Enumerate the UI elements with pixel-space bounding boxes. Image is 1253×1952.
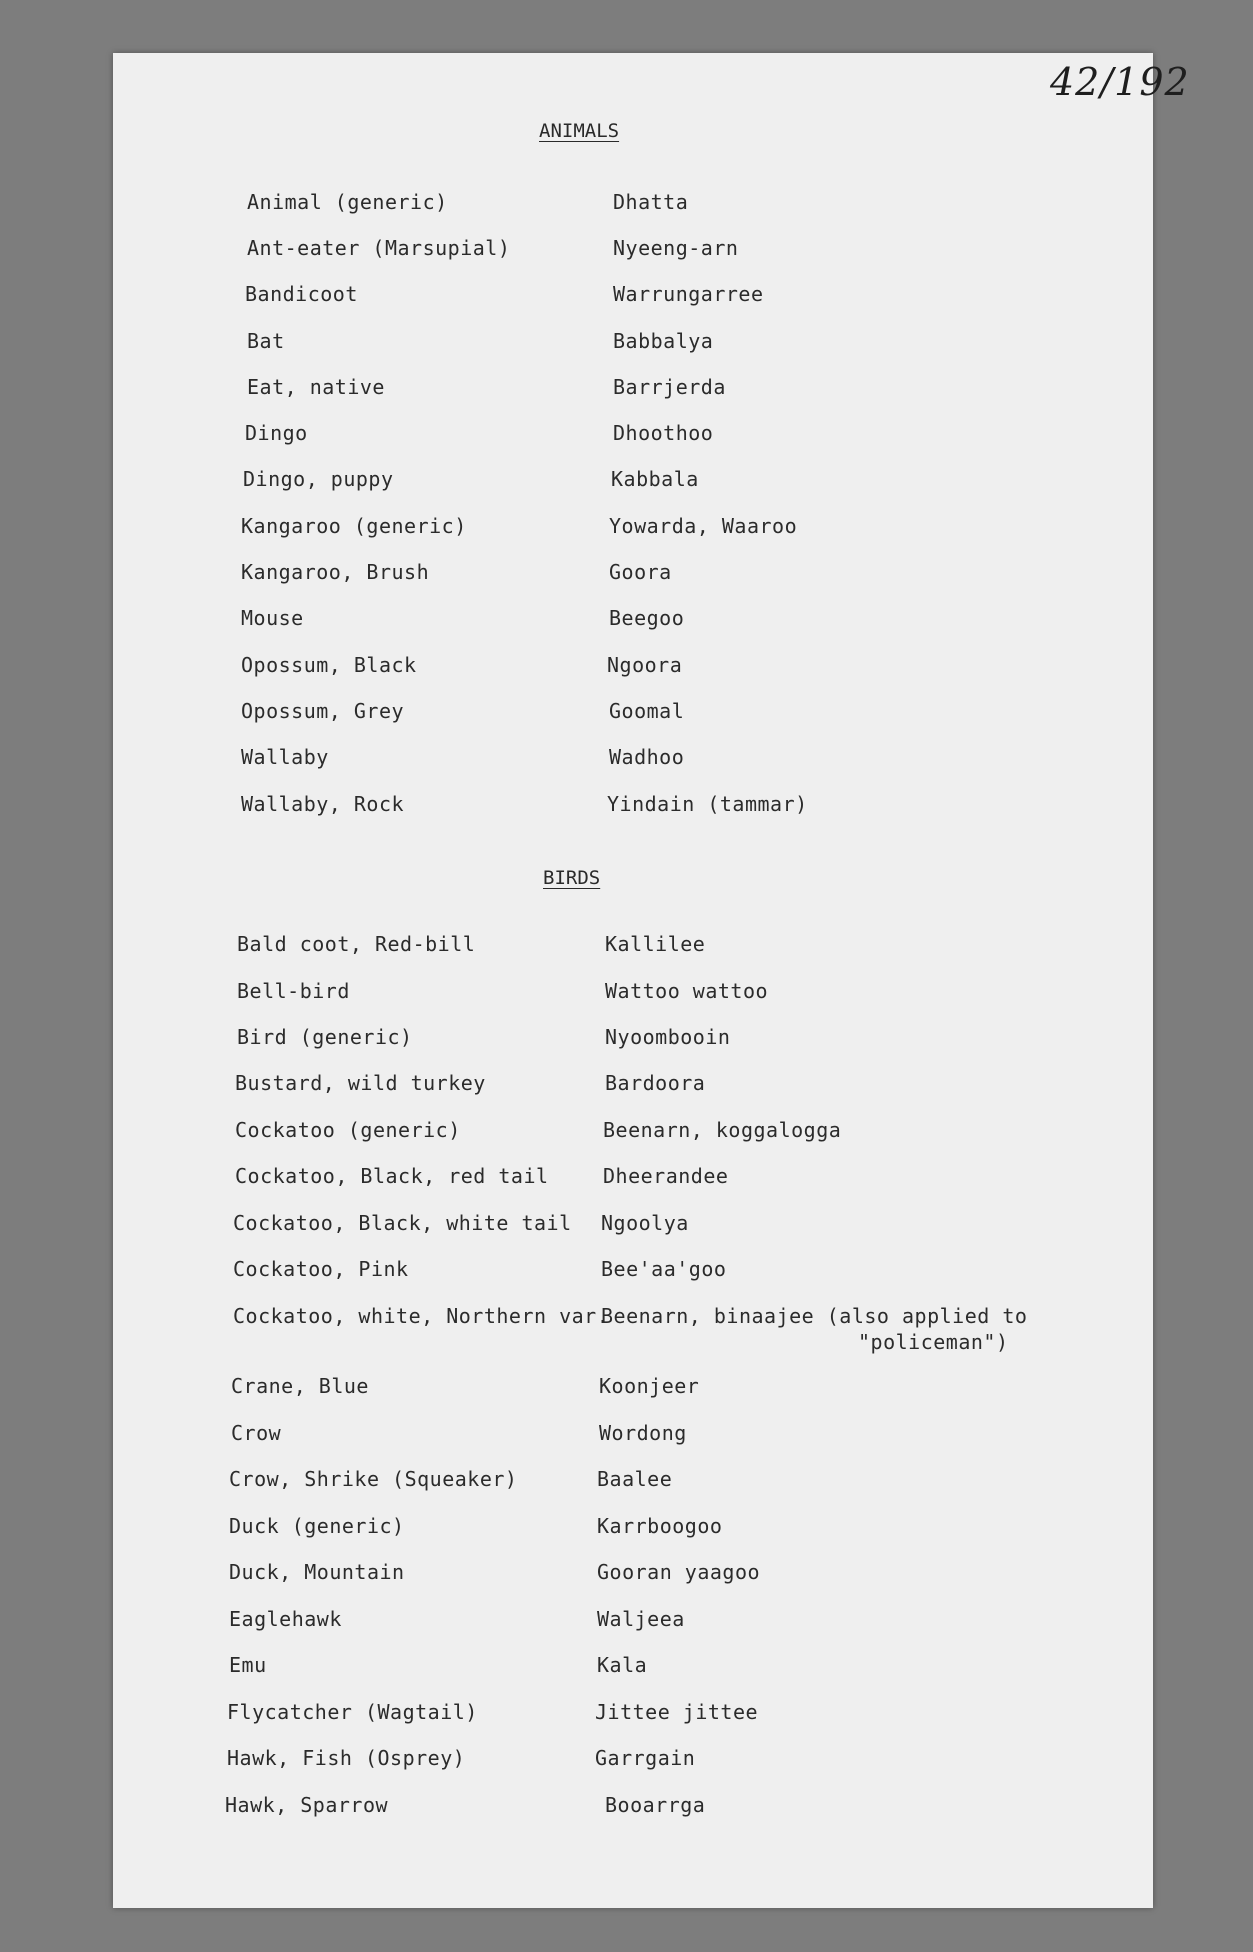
english-term: Mouse	[241, 606, 304, 630]
english-term: Dingo, puppy	[243, 467, 394, 491]
aboriginal-term: Kallilee	[605, 932, 706, 956]
aboriginal-term: Baalee	[597, 1467, 673, 1491]
aboriginal-term: Goomal	[609, 699, 685, 723]
aboriginal-term: Yowarda, Waaroo	[609, 514, 798, 538]
aboriginal-term: Nyeeng-arn	[613, 236, 739, 260]
aboriginal-term: Jittee jittee	[595, 1700, 759, 1724]
english-term: Kangaroo (generic)	[241, 514, 467, 538]
aboriginal-term: Beenarn, koggalogga	[603, 1118, 842, 1142]
english-term: Cockatoo, Black, white tail	[233, 1211, 572, 1235]
aboriginal-term: Nyoombooin	[605, 1025, 731, 1049]
english-term: Bat	[247, 329, 285, 353]
english-term: Opossum, Black	[241, 653, 417, 677]
english-term: Eaglehawk	[229, 1607, 342, 1631]
aboriginal-term: Warrungarree	[613, 282, 764, 306]
english-term: Bustard, wild turkey	[235, 1071, 486, 1095]
english-term: Duck, Mountain	[229, 1560, 405, 1584]
aboriginal-term: Goora	[609, 560, 672, 584]
aboriginal-term: Beegoo	[609, 606, 685, 630]
english-term: Hawk, Fish (Osprey)	[227, 1746, 466, 1770]
aboriginal-term: Waljeea	[597, 1607, 685, 1631]
english-term: Emu	[229, 1653, 267, 1677]
english-term: Hawk, Sparrow	[225, 1793, 389, 1817]
aboriginal-term: Koonjeer	[599, 1374, 700, 1398]
aboriginal-term: Babbalya	[613, 329, 714, 353]
section-heading-animals: ANIMALS	[539, 120, 620, 142]
aboriginal-term: Yindain (tammar)	[607, 792, 808, 816]
aboriginal-term: Barrjerda	[613, 375, 726, 399]
english-term: Cockatoo, Black, red tail	[235, 1164, 549, 1188]
aboriginal-term: Wattoo wattoo	[605, 979, 769, 1003]
aboriginal-term: Karrboogoo	[597, 1514, 723, 1538]
english-term: Bell-bird	[237, 979, 350, 1003]
english-term: Dingo	[245, 421, 308, 445]
aboriginal-term: Ngoora	[607, 653, 683, 677]
aboriginal-term: Wadhoo	[609, 745, 685, 769]
english-term: Opossum, Grey	[241, 699, 405, 723]
section-heading-birds: BIRDS	[543, 867, 601, 889]
continuation-note: "policeman")	[858, 1330, 1009, 1354]
english-term: Wallaby, Rock	[241, 792, 405, 816]
aboriginal-term: Beenarn, binaajee (also applied to	[601, 1304, 1028, 1328]
aboriginal-term: Ngoolya	[601, 1211, 689, 1235]
aboriginal-term: Garrgain	[595, 1746, 696, 1770]
english-term: Eat, native	[247, 375, 385, 399]
aboriginal-term: Kabbala	[611, 467, 699, 491]
aboriginal-term: Booarrga	[605, 1793, 706, 1817]
english-term: Ant-eater (Marsupial)	[247, 236, 511, 260]
aboriginal-term: Kala	[597, 1653, 648, 1677]
english-term: Cockatoo, Pink	[233, 1257, 409, 1281]
aboriginal-term: Bee'aa'goo	[601, 1257, 727, 1281]
aboriginal-term: Gooran yaagoo	[597, 1560, 761, 1584]
aboriginal-term: Dheerandee	[603, 1164, 729, 1188]
english-term: Cockatoo, white, Northern var.	[233, 1304, 610, 1328]
english-term: Crow	[231, 1421, 282, 1445]
aboriginal-term: Dhoothoo	[613, 421, 714, 445]
english-term: Wallaby	[241, 745, 329, 769]
english-term: Bald coot, Red-bill	[237, 932, 476, 956]
english-term: Crane, Blue	[231, 1374, 369, 1398]
aboriginal-term: Bardoora	[605, 1071, 706, 1095]
english-term: Bird (generic)	[237, 1025, 413, 1049]
aboriginal-term: Wordong	[599, 1421, 687, 1445]
english-term: Duck (generic)	[229, 1514, 405, 1538]
aboriginal-term: Dhatta	[613, 190, 689, 214]
english-term: Flycatcher (Wagtail)	[227, 1700, 478, 1724]
english-term: Crow, Shrike (Squeaker)	[229, 1467, 518, 1491]
english-term: Bandicoot	[245, 282, 358, 306]
english-term: Kangaroo, Brush	[241, 560, 430, 584]
folio-number: 42/192	[1050, 60, 1190, 104]
english-term: Cockatoo (generic)	[235, 1118, 461, 1142]
english-term: Animal (generic)	[247, 190, 448, 214]
